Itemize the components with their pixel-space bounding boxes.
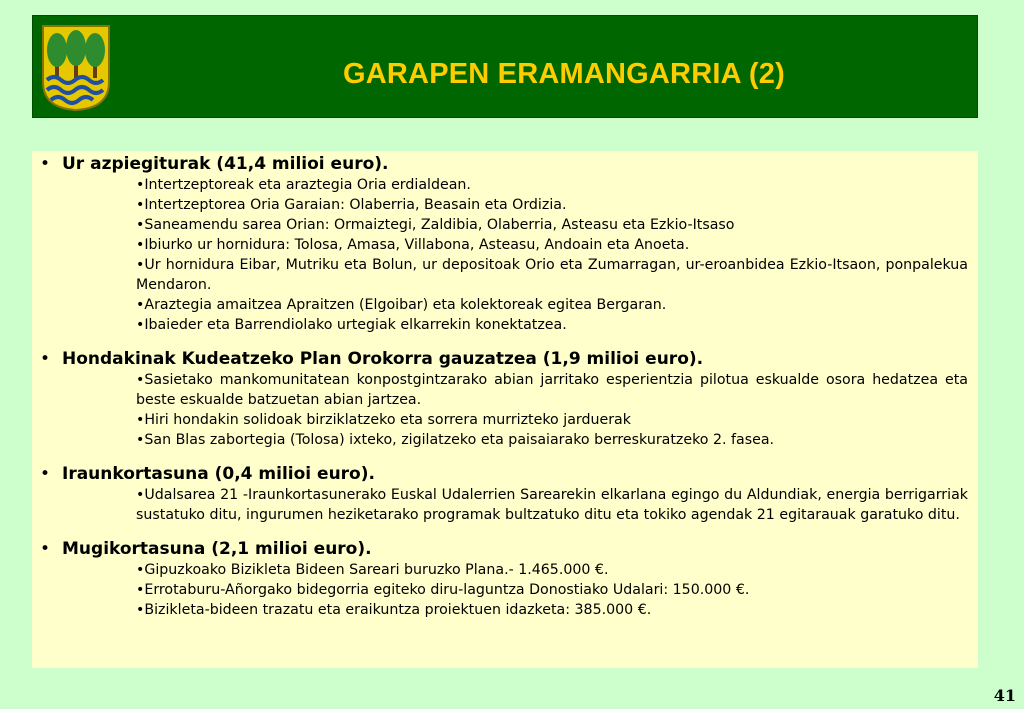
- list-item: •Sasietako mankomunitatean konpostgintzarako abian jarritako esperientzia pilotua eskualde osora hedatzea eta beste eskualde batzuetan abian jartzea.: [136, 372, 968, 408]
- section-water-infrastructure: [40, 154, 968, 335]
- section-mobility: [40, 539, 968, 620]
- list-item: •Ibiurko ur hornidura: Tolosa, Amasa, Villabona, Asteasu, Andoain eta Anoeta.: [136, 237, 690, 253]
- section-heading: Mugikortasuna (2,1 milioi euro).: [62, 539, 372, 559]
- list-item: •Ur hornidura Eibar, Mutriku eta Bolun, ur depositoak Orio eta Zumarragan, ur-eroanbidea Ezkio-Itsaon, ponpalekua Mendaron.: [136, 257, 968, 293]
- list-item: •Intertzeptorea Oria Garaian: Olaberria, Beasain eta Ordizia.: [136, 197, 567, 213]
- section-heading: Hondakinak Kudeatzeko Plan Orokorra gauzatzea (1,9 milioi euro).: [62, 349, 704, 369]
- list-item: •Ibaieder eta Barrendiolako urtegiak elkarrekin konektatzea.: [136, 317, 567, 333]
- section-waste-management: [40, 349, 968, 450]
- bullet-icon: •: [40, 539, 51, 559]
- bullet-icon: •: [40, 464, 51, 484]
- list-item: •Intertzeptoreak eta araztegia Oria erdialdean.: [136, 177, 471, 193]
- section-heading: Ur azpiegiturak (41,4 milioi euro).: [62, 154, 389, 174]
- list-item: •Udalsarea 21 -Iraunkortasunerako Euskal Udalerrien Sarearekin elkarlana egingo du Aldundiak, energia berrigarriak sustatuko ditu, ingurumen heziketarako programak bultzatuko ditu eta tokiko agendak 21 egitarauak garatuko ditu.: [136, 487, 968, 523]
- list-item: •Araztegia amaitzea Apraitzen (Elgoibar) eta kolektoreak egitea Bergaran.: [136, 297, 667, 313]
- section-sustainability: [40, 464, 968, 525]
- list-item: •Gipuzkoako Bizikleta Bideen Sareari buruzko Plana.- 1.465.000 €.: [136, 562, 609, 578]
- list-item: •San Blas zabortegia (Tolosa) ixteko, zigilatzeko eta paisaiarako berreskuratzeko 2. fasea.: [136, 432, 775, 448]
- coat-of-arms-icon: [41, 24, 111, 112]
- header-banner: [32, 15, 978, 118]
- list-item: •Errotaburu-Añorgako bidegorria egiteko diru-laguntza Donostiako Udalari: 150.000 €.: [136, 582, 750, 598]
- content-panel: [32, 151, 978, 668]
- list-item: •Hiri hondakin solidoak birziklatzeko eta sorrera murrizteko jarduerak: [136, 412, 631, 428]
- list-item: •Saneamendu sarea Orian: Ormaiztegi, Zaldibia, Olaberria, Asteasu eta Ezkio-Itsaso: [136, 217, 735, 233]
- bullet-icon: •: [40, 154, 51, 174]
- page-number: 41: [993, 686, 1016, 705]
- section-heading: Iraunkortasuna (0,4 milioi euro).: [62, 464, 375, 484]
- bullet-icon: •: [40, 349, 51, 369]
- page-title: GARAPEN ERAMANGARRIA (2): [343, 58, 785, 90]
- list-item: •Bizikleta-bideen trazatu eta eraikuntza proiektuen idazketa: 385.000 €.: [136, 602, 652, 618]
